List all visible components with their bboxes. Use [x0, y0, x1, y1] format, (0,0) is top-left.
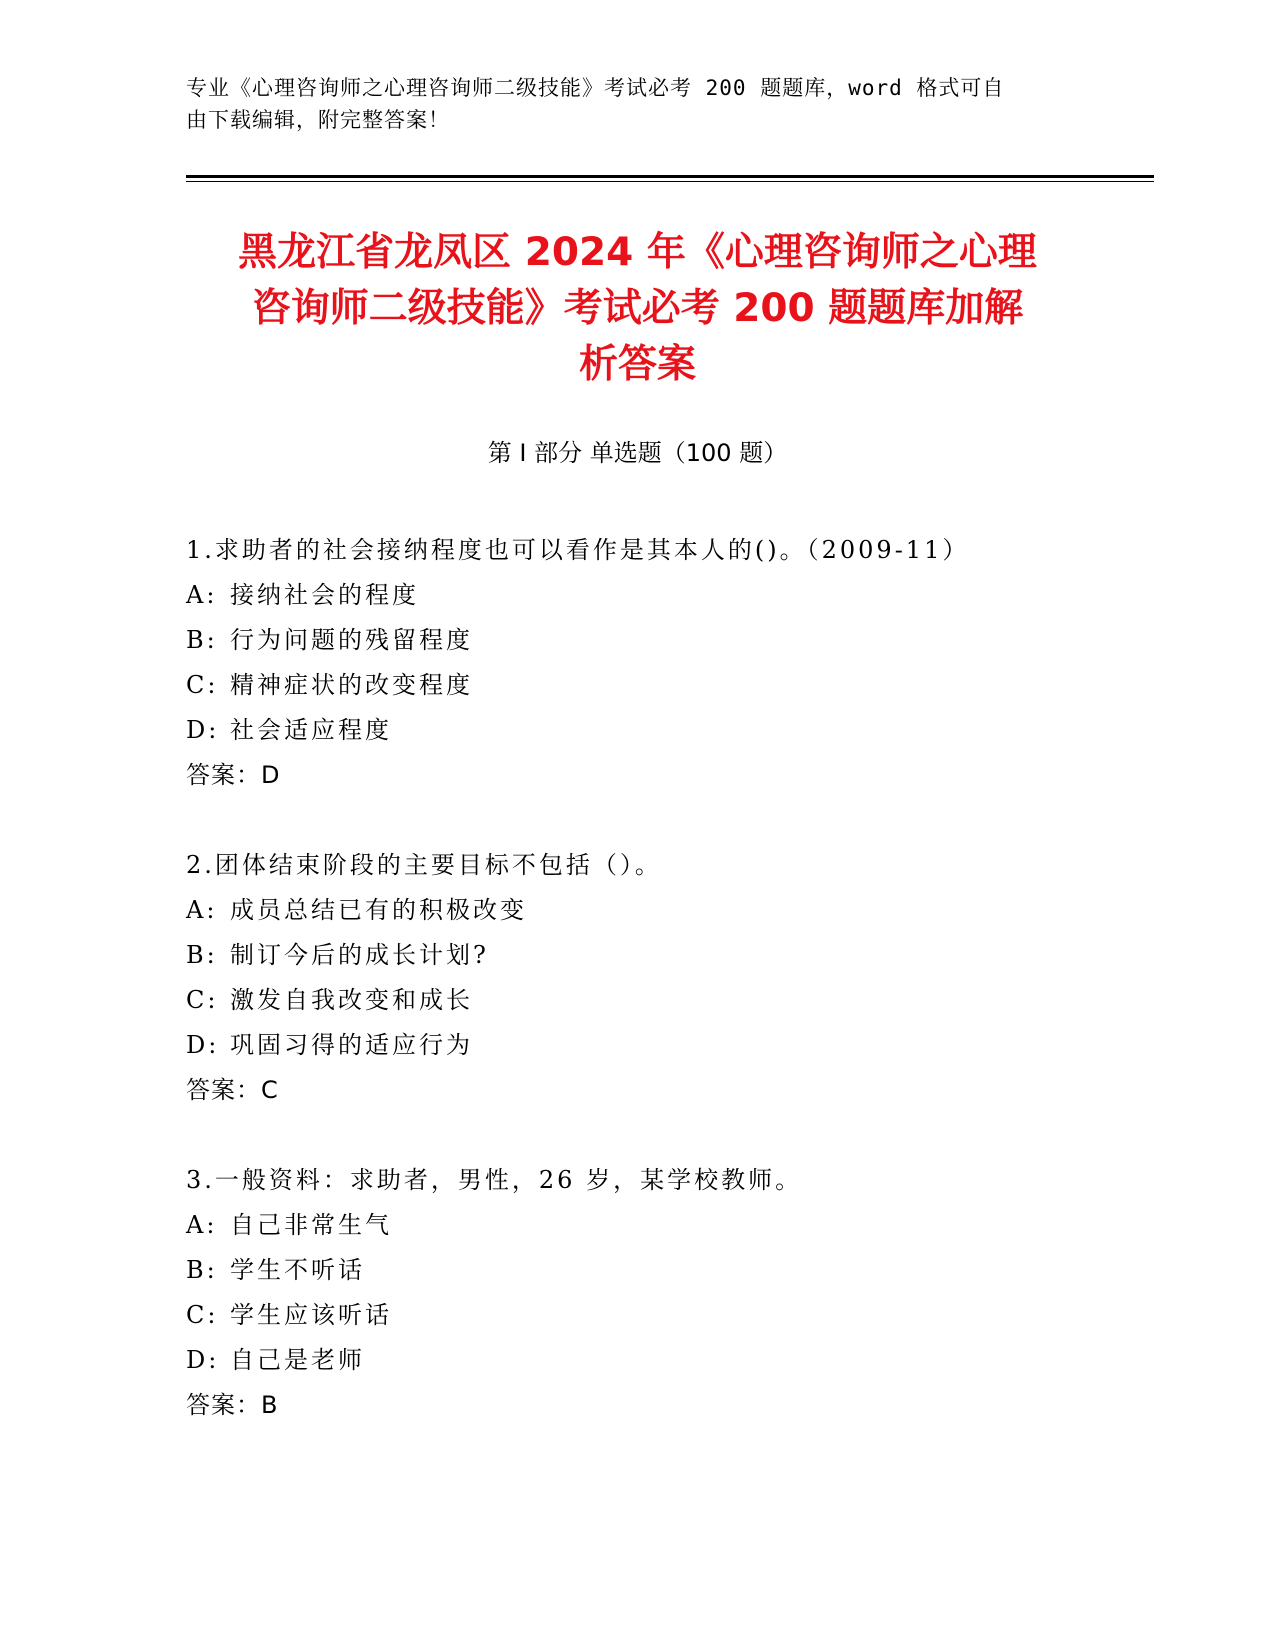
option-b [186, 933, 1136, 978]
option-text: 行为问题的残留程度 [230, 626, 473, 654]
option-b [186, 1248, 1136, 1293]
option-letter: A: [186, 581, 218, 609]
question-item [186, 843, 1136, 1113]
option-text: 精神症状的改变程度 [230, 671, 473, 699]
section-heading: 第 I 部分 单选题（100 题） [487, 439, 788, 467]
option-letter: A: [186, 896, 218, 924]
header-divider-thin [186, 181, 1154, 182]
answer-line: 答案：D [186, 761, 281, 789]
option-a [186, 573, 1136, 618]
option-letter: C: [186, 671, 219, 699]
document-title-line-2: 咨询师二级技能》考试必考 200 题题库加解 [251, 286, 1024, 331]
option-text: 学生应该听话 [230, 1301, 392, 1329]
question-list [186, 528, 1136, 1473]
option-c [186, 663, 1136, 708]
question-stem: 2.团体结束阶段的主要目标不包括（）。 [186, 851, 662, 879]
option-a [186, 888, 1136, 933]
option-text: 巩固习得的适应行为 [230, 1031, 473, 1059]
option-letter: C: [186, 986, 219, 1014]
option-a [186, 1203, 1136, 1248]
option-letter: D: [186, 716, 220, 744]
option-text: 自己非常生气 [230, 1211, 392, 1239]
option-text: 制订今后的成长计划? [230, 941, 489, 969]
header-note-line-2: 由下载编辑，附完整答案！ [186, 108, 450, 132]
option-letter: B: [186, 626, 218, 654]
option-letter: A: [186, 1211, 218, 1239]
question-stem: 3.一般资料：求助者，男性，26 岁，某学校教师。 [186, 1166, 803, 1194]
header-note-line-1: 专业《心理咨询师之心理咨询师二级技能》考试必考 200 题题库，word 格式可自 [186, 76, 1005, 100]
option-letter: B: [186, 1256, 218, 1284]
option-c [186, 1293, 1136, 1338]
option-text: 成员总结已有的积极改变 [230, 896, 527, 924]
option-text: 接纳社会的程度 [230, 581, 419, 609]
option-c [186, 978, 1136, 1023]
option-b [186, 618, 1136, 663]
option-text: 激发自我改变和成长 [230, 986, 473, 1014]
option-letter: C: [186, 1301, 219, 1329]
option-d [186, 1338, 1136, 1383]
option-text: 学生不听话 [230, 1256, 365, 1284]
document-title-line-1: 黑龙江省龙凤区 2024 年《心理咨询师之心理 [238, 230, 1037, 275]
document-title [150, 225, 1125, 393]
question-item [186, 1158, 1136, 1428]
option-letter: D: [186, 1346, 220, 1374]
option-text: 自己是老师 [230, 1346, 365, 1374]
document-title-line-3: 析答案 [578, 342, 696, 387]
header-divider-thick [186, 175, 1154, 178]
option-d [186, 1023, 1136, 1068]
option-text: 社会适应程度 [230, 716, 392, 744]
option-letter: B: [186, 941, 218, 969]
answer-line: 答案：B [186, 1391, 279, 1419]
option-letter: D: [186, 1031, 220, 1059]
question-stem: 1.求助者的社会接纳程度也可以看作是其本人的()。（2009-11） [186, 536, 970, 564]
option-d [186, 708, 1136, 753]
header-note [186, 72, 1066, 136]
answer-line: 答案：C [186, 1076, 279, 1104]
question-item [186, 528, 1136, 798]
